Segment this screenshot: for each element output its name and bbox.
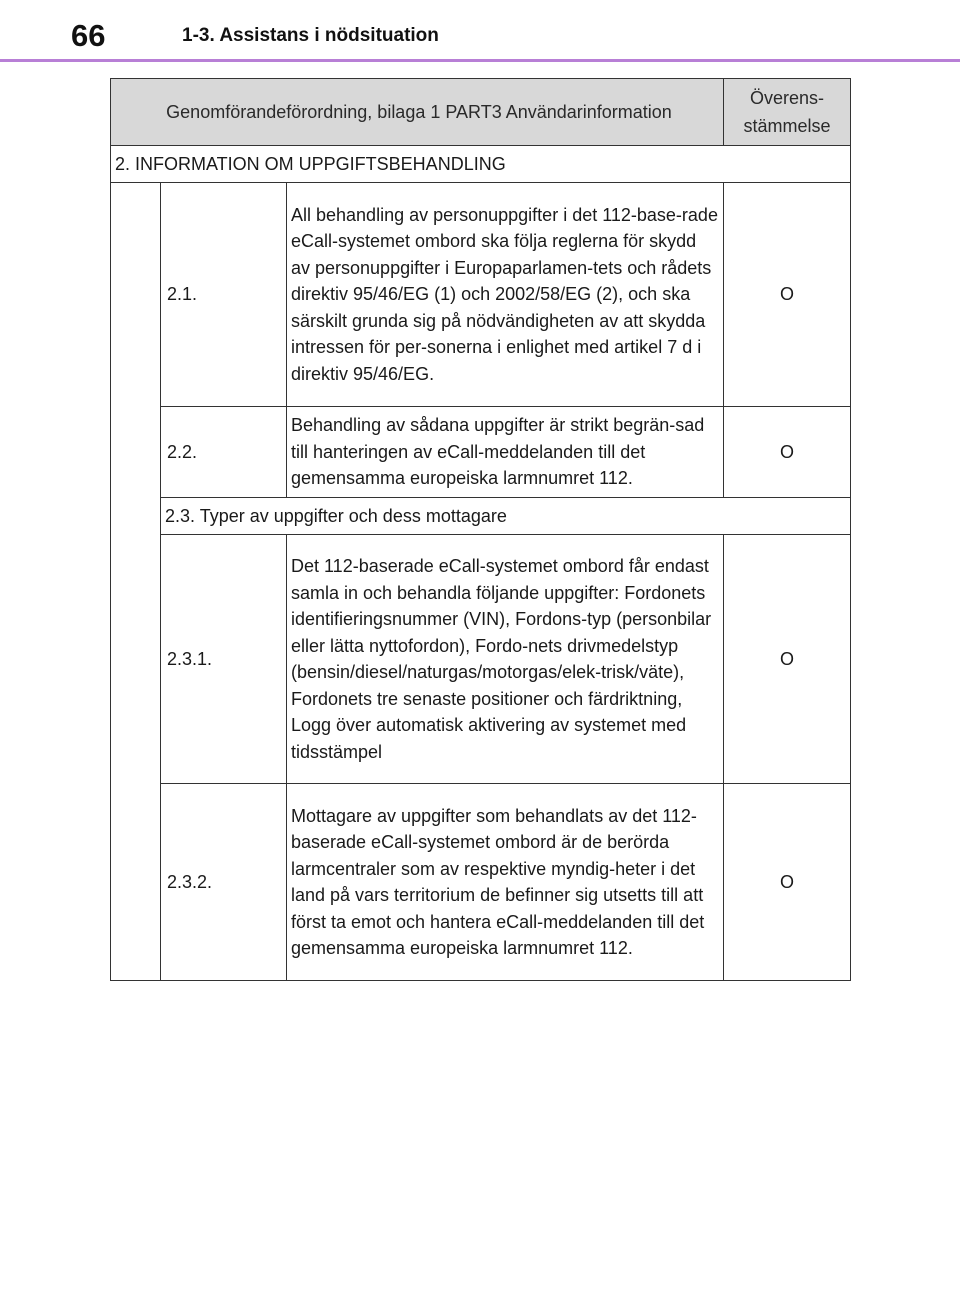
section-title: 1-3. Assistans i nödsituation xyxy=(182,25,439,46)
row-number: 2.1. xyxy=(161,183,287,407)
row-number: 2.3.2. xyxy=(161,784,287,981)
indent-cell xyxy=(111,183,161,981)
row-text: Mottagare av uppgifter som behandlats av det 112-baserade eCall-systemet ombord är de berörda larmcentraler som av respektive myndig-heter i det land på vars territorium de befinner sig utsetts till att först ta emot och hantera eCall-meddelanden till det gemensamma europeiska larmnumret 112. xyxy=(287,784,724,981)
row-conformity: O xyxy=(724,183,851,407)
table-row xyxy=(111,784,851,981)
sub-heading-row xyxy=(111,498,851,535)
row-number: 2.3.1. xyxy=(161,535,287,784)
header-conformity: Överens-stämmelse xyxy=(724,79,851,146)
row-conformity: O xyxy=(724,784,851,981)
regulation-table xyxy=(110,78,851,981)
row-number: 2.2. xyxy=(161,407,287,498)
row-conformity: O xyxy=(724,407,851,498)
table-header-row xyxy=(111,79,851,146)
page-header xyxy=(0,0,960,62)
sub-heading: 2.3. Typer av uppgifter och dess mottagare xyxy=(161,498,851,535)
section-heading: 2. INFORMATION OM UPPGIFTSBEHANDLING xyxy=(111,146,851,183)
row-text: Behandling av sådana uppgifter är strikt begrän-sad till hanteringen av eCall-meddelanden till det gemensamma europeiska larmnumret 112. xyxy=(287,407,724,498)
row-text: All behandling av personuppgifter i det 112-base-rade eCall-systemet ombord ska följa reglerna för skydd av personuppgifter i Europaparlamen-tets och rådets direktiv 95/46/EG (1) och 2002/58/EG (2), och ska särskilt grunda sig på nödvändigheten av att skydda intressen för per-sonerna i enlighet med artikel 7 d i direktiv 95/46/EG. xyxy=(287,183,724,407)
table-row xyxy=(111,535,851,784)
section-heading-row xyxy=(111,146,851,183)
page-number: 66 xyxy=(71,18,106,53)
table-row xyxy=(111,183,851,407)
row-text: Det 112-baserade eCall-systemet ombord får endast samla in och behandla följande uppgifter: Fordonets identifieringsnummer (VIN), Fordons-typ (personbilar eller lätta nyttofordon), Fordo-nets drivmedelstyp (bensin/diesel/naturgas/motorgas/elek-trisk/väte), Fordonets tre senaste positioner och färdriktning, Logg över automatisk aktivering av systemet med tidsstämpel xyxy=(287,535,724,784)
row-conformity: O xyxy=(724,535,851,784)
header-regulation: Genomförandeförordning, bilaga 1 PART3 Användarinformation xyxy=(111,79,724,146)
table-row xyxy=(111,407,851,498)
